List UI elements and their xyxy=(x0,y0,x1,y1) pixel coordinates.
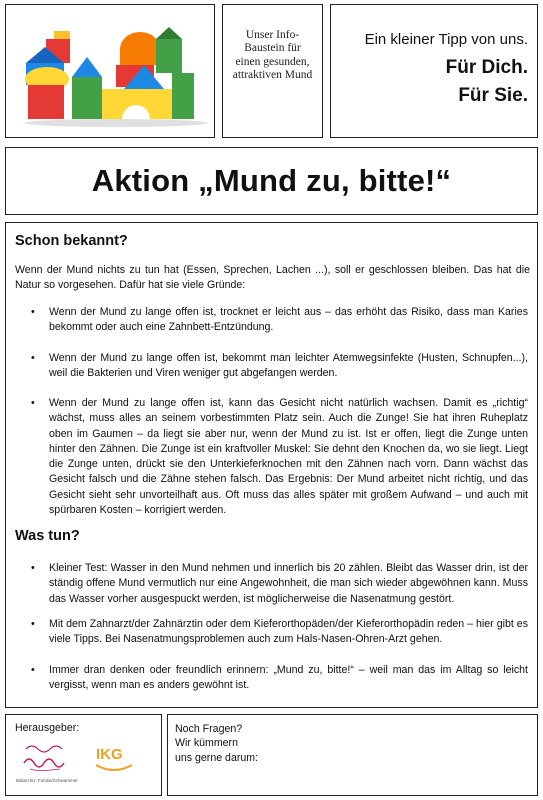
image-credit: Bildarchiv: Fotolia/Schwammer xyxy=(16,778,78,783)
tip-fuer-sie: Für Sie. xyxy=(458,85,528,106)
page-title: Aktion „Mund zu, bitte!“ xyxy=(91,163,452,198)
tip-line: Ein kleiner Tipp von uns. xyxy=(364,31,528,48)
contact-line: Noch Fragen? xyxy=(175,723,243,735)
contact-line: Wir kümmern xyxy=(175,737,238,750)
section-heading-schon-bekannt: Schon bekannt? xyxy=(15,233,128,249)
list-item-text: Wenn der Mund zu lange offen ist, kann das Gesicht nicht natürlich wachsen. Damit es „richtig“ wächst, muss alles an seinem vorbestimmten Platz sein. Auch die Zunge! Sie hat ihren Ruheplatz oben im Gaumen – da liegt sie aber nur, wenn der Mund zu ist. Ist er offen, liegt die Zunge unten hinter den Zähnen. Die Zunge ist ein kraftvoller Muskel: Sie dehnt den Knochen da, wo sie liegt. Liegt die Zunge unten, drückt sie den Unterkieferknochen mit den Zähnen nach vorn. Dann wächst das Gesicht falsch und die Zähne stehen falsch. Das Ergebnis: Der Mund arbeitet nicht richtig, und das Gesicht sieht sehr unvorteilhaft aus. Oft muss das alles später mit großem Aufwand – und auch mit spürbaren Kosten – korrigiert werden. xyxy=(49,397,528,517)
practice-logo xyxy=(20,741,76,775)
info-text: Unser Info-Baustein für einen gesunden, attraktiven Mund xyxy=(232,29,313,82)
section-heading-was-tun: Was tun? xyxy=(15,528,80,544)
list-item-text: Kleiner Test: Wasser in den Mund nehmen und innerlich bis 20 zählen. Bleibt das Wasser drin, ist der ständig offene Mund vermutlich nur eine Angewohnheit, die man sich wieder abgewöhnen kann. Muss das Wasser vorher ausgespuckt werden, ist möglicherweise die Nasenatmung gestört. xyxy=(49,562,528,605)
list-item-text: Immer dran denken oder freundlich erinnern: „Mund zu, bitte!“ – weil man das im Alltag so leicht vergisst, wenn man es anders gewöhnt ist. xyxy=(49,664,528,692)
list-item xyxy=(31,617,528,648)
list-item xyxy=(31,396,528,518)
bullet-icon: • xyxy=(31,397,35,409)
ikg-logo-graphic xyxy=(92,739,136,777)
bullet-icon: • xyxy=(31,306,35,318)
bullet-icon: • xyxy=(31,562,35,574)
publisher-box xyxy=(5,714,162,796)
ikg-logo xyxy=(92,739,136,777)
list-item xyxy=(31,561,528,607)
ikg-logo-text: IKG xyxy=(96,746,123,763)
tip-box xyxy=(330,4,538,138)
contact-text xyxy=(175,722,258,765)
list-item xyxy=(31,663,528,694)
main-content xyxy=(5,222,538,708)
bullet-icon: • xyxy=(31,352,35,364)
bullet-icon: • xyxy=(31,664,35,676)
contact-box xyxy=(167,714,538,796)
title-box xyxy=(5,147,538,215)
building-blocks-image xyxy=(5,4,215,138)
intro-paragraph: Wenn der Mund nichts zu tun hat (Essen, Sprechen, Lachen ...), soll er geschlossen bleiben. Das hat die Natur so vorgesehen. Dafür hat sie viele Gründe: xyxy=(15,264,530,292)
list-item-text: Wenn der Mund zu lange offen ist, bekommt man leichter Atemwegsinfekte (Husten, Schnupfen...), weil die Bakterien und Viren weniger gut abgefangen werden. xyxy=(49,352,528,380)
list-item xyxy=(31,351,528,382)
publisher-label: Herausgeber: xyxy=(15,722,80,734)
contact-line: uns gerne darum: xyxy=(175,751,259,764)
list-item-text: Wenn der Mund zu lange offen ist, trocknet er leicht aus – das erhöht das Risiko, dass man Karies bekommt oder auch eine Zahnbett-Entzündung. xyxy=(49,306,528,334)
list-item-text: Mit dem Zahnarzt/der Zahnärztin oder dem Kieferorthopäden/der Kieferorthopädin reden – hier gibt es viele Tipps. Bei Nasenatmungsproblemen auch zum Hals-Nasen-Ohren-Arzt gehen. xyxy=(49,618,528,646)
info-badge xyxy=(222,4,323,138)
tip-fuer-dich: Für Dich. xyxy=(445,57,528,78)
building-blocks-illustration xyxy=(6,5,216,139)
list-item xyxy=(31,305,528,336)
bullet-icon: • xyxy=(31,618,35,630)
